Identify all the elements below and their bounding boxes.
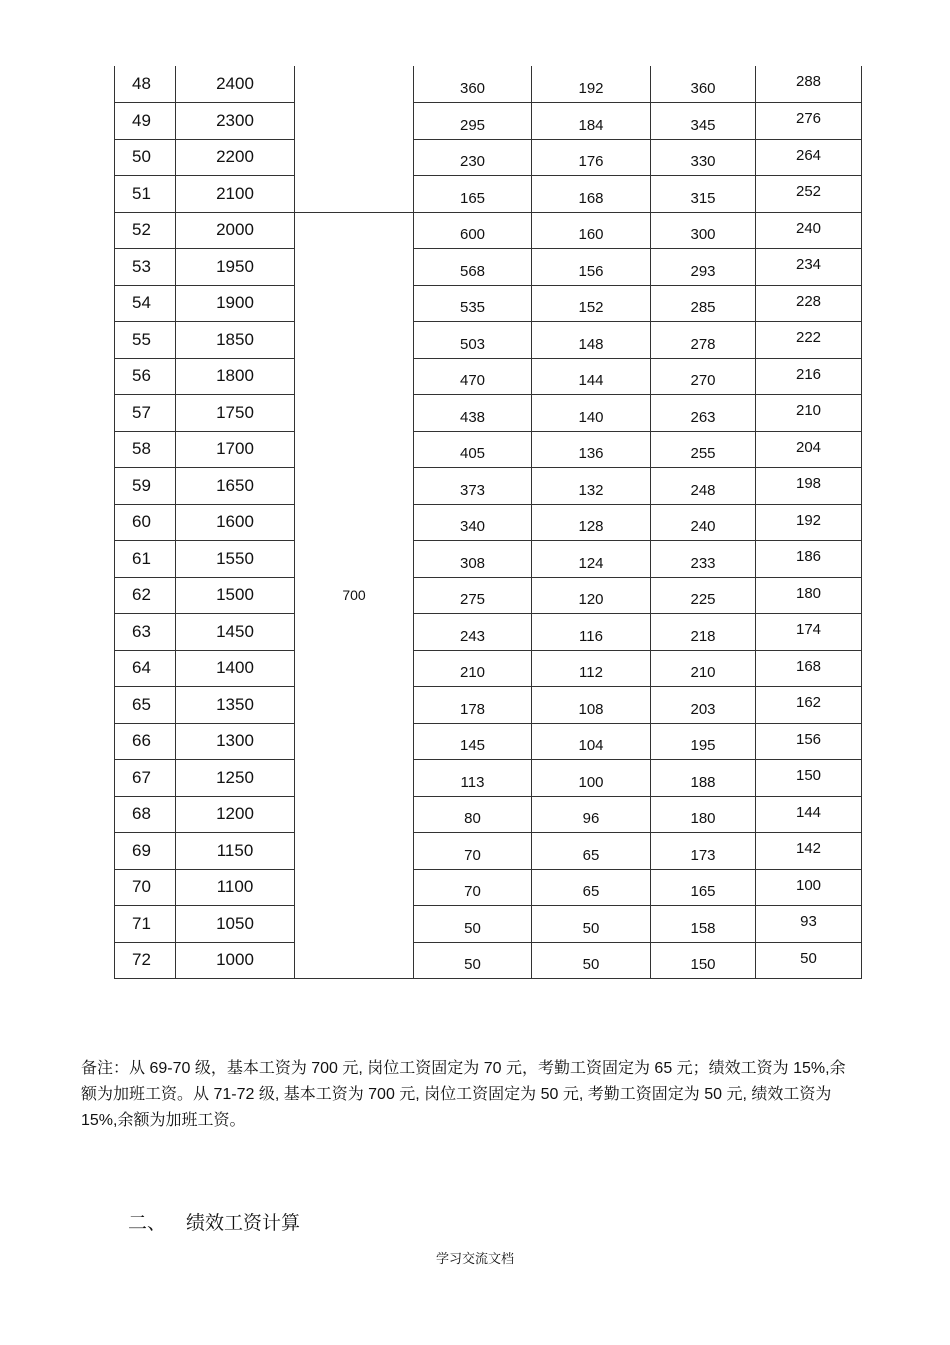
value-cell: 186 xyxy=(756,541,862,578)
value-cell: 156 xyxy=(756,723,862,760)
total-salary-cell: 2200 xyxy=(176,139,295,176)
table-row xyxy=(115,103,862,140)
level-cell: 59 xyxy=(115,468,176,505)
table-row xyxy=(115,833,862,870)
value-cell: 180 xyxy=(651,796,756,833)
value-cell: 308 xyxy=(414,541,532,578)
value-cell: 293 xyxy=(651,249,756,286)
table-row xyxy=(115,614,862,651)
value-cell: 568 xyxy=(414,249,532,286)
table-row xyxy=(115,249,862,286)
value-cell: 50 xyxy=(532,942,651,979)
value-cell: 285 xyxy=(651,285,756,322)
total-salary-cell: 2000 xyxy=(176,212,295,249)
value-cell: 470 xyxy=(414,358,532,395)
value-cell: 264 xyxy=(756,139,862,176)
value-cell: 140 xyxy=(532,395,651,432)
total-salary-cell: 1500 xyxy=(176,577,295,614)
level-cell: 54 xyxy=(115,285,176,322)
value-cell: 100 xyxy=(532,760,651,797)
value-cell: 112 xyxy=(532,650,651,687)
value-cell: 222 xyxy=(756,322,862,359)
value-cell: 132 xyxy=(532,468,651,505)
value-cell: 600 xyxy=(414,212,532,249)
value-cell: 218 xyxy=(651,614,756,651)
value-cell: 50 xyxy=(756,942,862,979)
value-cell: 210 xyxy=(651,650,756,687)
total-salary-cell: 2100 xyxy=(176,176,295,213)
value-cell: 142 xyxy=(756,833,862,870)
total-salary-cell: 1100 xyxy=(176,869,295,906)
total-salary-cell: 1050 xyxy=(176,906,295,943)
value-cell: 248 xyxy=(651,468,756,505)
value-cell: 93 xyxy=(756,906,862,943)
value-cell: 70 xyxy=(414,833,532,870)
value-cell: 152 xyxy=(532,285,651,322)
total-salary-cell: 1700 xyxy=(176,431,295,468)
level-cell: 71 xyxy=(115,906,176,943)
salary-table-body xyxy=(115,66,862,979)
value-cell: 210 xyxy=(414,650,532,687)
section-title: 绩效工资计算 xyxy=(186,1213,301,1234)
level-cell: 60 xyxy=(115,504,176,541)
table-row xyxy=(115,395,862,432)
value-cell: 360 xyxy=(651,66,756,103)
total-salary-cell: 1250 xyxy=(176,760,295,797)
table-row xyxy=(115,504,862,541)
level-cell: 49 xyxy=(115,103,176,140)
value-cell: 144 xyxy=(532,358,651,395)
value-cell: 438 xyxy=(414,395,532,432)
value-cell: 65 xyxy=(532,833,651,870)
value-cell: 192 xyxy=(532,66,651,103)
level-cell: 72 xyxy=(115,942,176,979)
level-cell: 64 xyxy=(115,650,176,687)
value-cell: 173 xyxy=(651,833,756,870)
value-cell: 210 xyxy=(756,395,862,432)
total-salary-cell: 1850 xyxy=(176,322,295,359)
value-cell: 65 xyxy=(532,869,651,906)
value-cell: 295 xyxy=(414,103,532,140)
value-cell: 150 xyxy=(651,942,756,979)
value-cell: 278 xyxy=(651,322,756,359)
value-cell: 100 xyxy=(756,869,862,906)
value-cell: 195 xyxy=(651,723,756,760)
value-cell: 136 xyxy=(532,431,651,468)
total-salary-cell: 2400 xyxy=(176,66,295,103)
level-cell: 67 xyxy=(115,760,176,797)
table-row xyxy=(115,66,862,103)
table-row xyxy=(115,358,862,395)
value-cell: 345 xyxy=(651,103,756,140)
value-cell: 120 xyxy=(532,577,651,614)
remark-note: 备注：从 69-70 级，基本工资为 700 元, 岗位工资固定为 70 元，考勤工资固定为 65 元；绩效工资为 15%,余额为加班工资。从 71-72 级, 基本工资为 700 元, 岗位工资固定为 50 元, 考勤工资固定为 50 元, 绩效工资为 15%,余额为加班工资。 xyxy=(81,1060,846,1129)
table-row xyxy=(115,942,862,979)
total-salary-cell: 1800 xyxy=(176,358,295,395)
value-cell: 340 xyxy=(414,504,532,541)
page-footer: 学习交流文档 xyxy=(435,1252,514,1267)
total-salary-cell: 1300 xyxy=(176,723,295,760)
total-salary-cell: 1450 xyxy=(176,614,295,651)
value-cell: 104 xyxy=(532,723,651,760)
value-cell: 158 xyxy=(651,906,756,943)
value-cell: 228 xyxy=(756,285,862,322)
value-cell: 373 xyxy=(414,468,532,505)
total-salary-cell: 1000 xyxy=(176,942,295,979)
value-cell: 405 xyxy=(414,431,532,468)
table-row xyxy=(115,212,862,249)
total-salary-cell: 1350 xyxy=(176,687,295,724)
value-cell: 148 xyxy=(532,322,651,359)
total-salary-cell: 1900 xyxy=(176,285,295,322)
value-cell: 252 xyxy=(756,176,862,213)
value-cell: 330 xyxy=(651,139,756,176)
value-cell: 288 xyxy=(756,66,862,103)
value-cell: 116 xyxy=(532,614,651,651)
value-cell: 198 xyxy=(756,468,862,505)
table-row xyxy=(115,906,862,943)
value-cell: 128 xyxy=(532,504,651,541)
value-cell: 165 xyxy=(414,176,532,213)
total-salary-cell: 1400 xyxy=(176,650,295,687)
table-row xyxy=(115,796,862,833)
value-cell: 300 xyxy=(651,212,756,249)
value-cell: 188 xyxy=(651,760,756,797)
level-cell: 66 xyxy=(115,723,176,760)
value-cell: 165 xyxy=(651,869,756,906)
table-row xyxy=(115,687,862,724)
value-cell: 240 xyxy=(756,212,862,249)
table-row xyxy=(115,176,862,213)
level-cell: 63 xyxy=(115,614,176,651)
value-cell: 80 xyxy=(414,796,532,833)
value-cell: 145 xyxy=(414,723,532,760)
value-cell: 240 xyxy=(651,504,756,541)
value-cell: 156 xyxy=(532,249,651,286)
value-cell: 275 xyxy=(414,577,532,614)
value-cell: 50 xyxy=(532,906,651,943)
level-cell: 50 xyxy=(115,139,176,176)
base-salary-cell-upper xyxy=(295,66,414,212)
value-cell: 162 xyxy=(756,687,862,724)
value-cell: 230 xyxy=(414,139,532,176)
table-row xyxy=(115,760,862,797)
value-cell: 216 xyxy=(756,358,862,395)
table-row xyxy=(115,869,862,906)
section-heading xyxy=(128,1208,300,1235)
value-cell: 225 xyxy=(651,577,756,614)
value-cell: 50 xyxy=(414,906,532,943)
level-cell: 48 xyxy=(115,66,176,103)
value-cell: 176 xyxy=(532,139,651,176)
value-cell: 203 xyxy=(651,687,756,724)
value-cell: 180 xyxy=(756,577,862,614)
value-cell: 124 xyxy=(532,541,651,578)
level-cell: 65 xyxy=(115,687,176,724)
value-cell: 263 xyxy=(651,395,756,432)
level-cell: 68 xyxy=(115,796,176,833)
section-number: 二、 xyxy=(128,1213,167,1234)
level-cell: 62 xyxy=(115,577,176,614)
value-cell: 108 xyxy=(532,687,651,724)
value-cell: 70 xyxy=(414,869,532,906)
value-cell: 160 xyxy=(532,212,651,249)
value-cell: 255 xyxy=(651,431,756,468)
total-salary-cell: 1550 xyxy=(176,541,295,578)
value-cell: 503 xyxy=(414,322,532,359)
total-salary-cell: 1650 xyxy=(176,468,295,505)
value-cell: 113 xyxy=(414,760,532,797)
level-cell: 58 xyxy=(115,431,176,468)
table-row xyxy=(115,431,862,468)
value-cell: 144 xyxy=(756,796,862,833)
value-cell: 174 xyxy=(756,614,862,651)
value-cell: 243 xyxy=(414,614,532,651)
value-cell: 192 xyxy=(756,504,862,541)
table-row xyxy=(115,723,862,760)
value-cell: 315 xyxy=(651,176,756,213)
value-cell: 360 xyxy=(414,66,532,103)
level-cell: 56 xyxy=(115,358,176,395)
level-cell: 61 xyxy=(115,541,176,578)
table-row xyxy=(115,468,862,505)
table-row xyxy=(115,139,862,176)
table-row xyxy=(115,285,862,322)
table-row xyxy=(115,322,862,359)
salary-table xyxy=(114,66,862,979)
total-salary-cell: 1200 xyxy=(176,796,295,833)
level-cell: 53 xyxy=(115,249,176,286)
value-cell: 234 xyxy=(756,249,862,286)
level-cell: 52 xyxy=(115,212,176,249)
value-cell: 535 xyxy=(414,285,532,322)
table-row xyxy=(115,577,862,614)
level-cell: 69 xyxy=(115,833,176,870)
base-salary-cell: 700 xyxy=(295,212,414,979)
level-cell: 55 xyxy=(115,322,176,359)
value-cell: 168 xyxy=(532,176,651,213)
value-cell: 168 xyxy=(756,650,862,687)
level-cell: 51 xyxy=(115,176,176,213)
total-salary-cell: 1600 xyxy=(176,504,295,541)
value-cell: 50 xyxy=(414,942,532,979)
total-salary-cell: 1950 xyxy=(176,249,295,286)
value-cell: 276 xyxy=(756,103,862,140)
value-cell: 184 xyxy=(532,103,651,140)
value-cell: 233 xyxy=(651,541,756,578)
table-row xyxy=(115,541,862,578)
total-salary-cell: 1150 xyxy=(176,833,295,870)
value-cell: 270 xyxy=(651,358,756,395)
total-salary-cell: 2300 xyxy=(176,103,295,140)
value-cell: 150 xyxy=(756,760,862,797)
total-salary-cell: 1750 xyxy=(176,395,295,432)
value-cell: 204 xyxy=(756,431,862,468)
value-cell: 96 xyxy=(532,796,651,833)
value-cell: 178 xyxy=(414,687,532,724)
level-cell: 57 xyxy=(115,395,176,432)
level-cell: 70 xyxy=(115,869,176,906)
table-row xyxy=(115,650,862,687)
